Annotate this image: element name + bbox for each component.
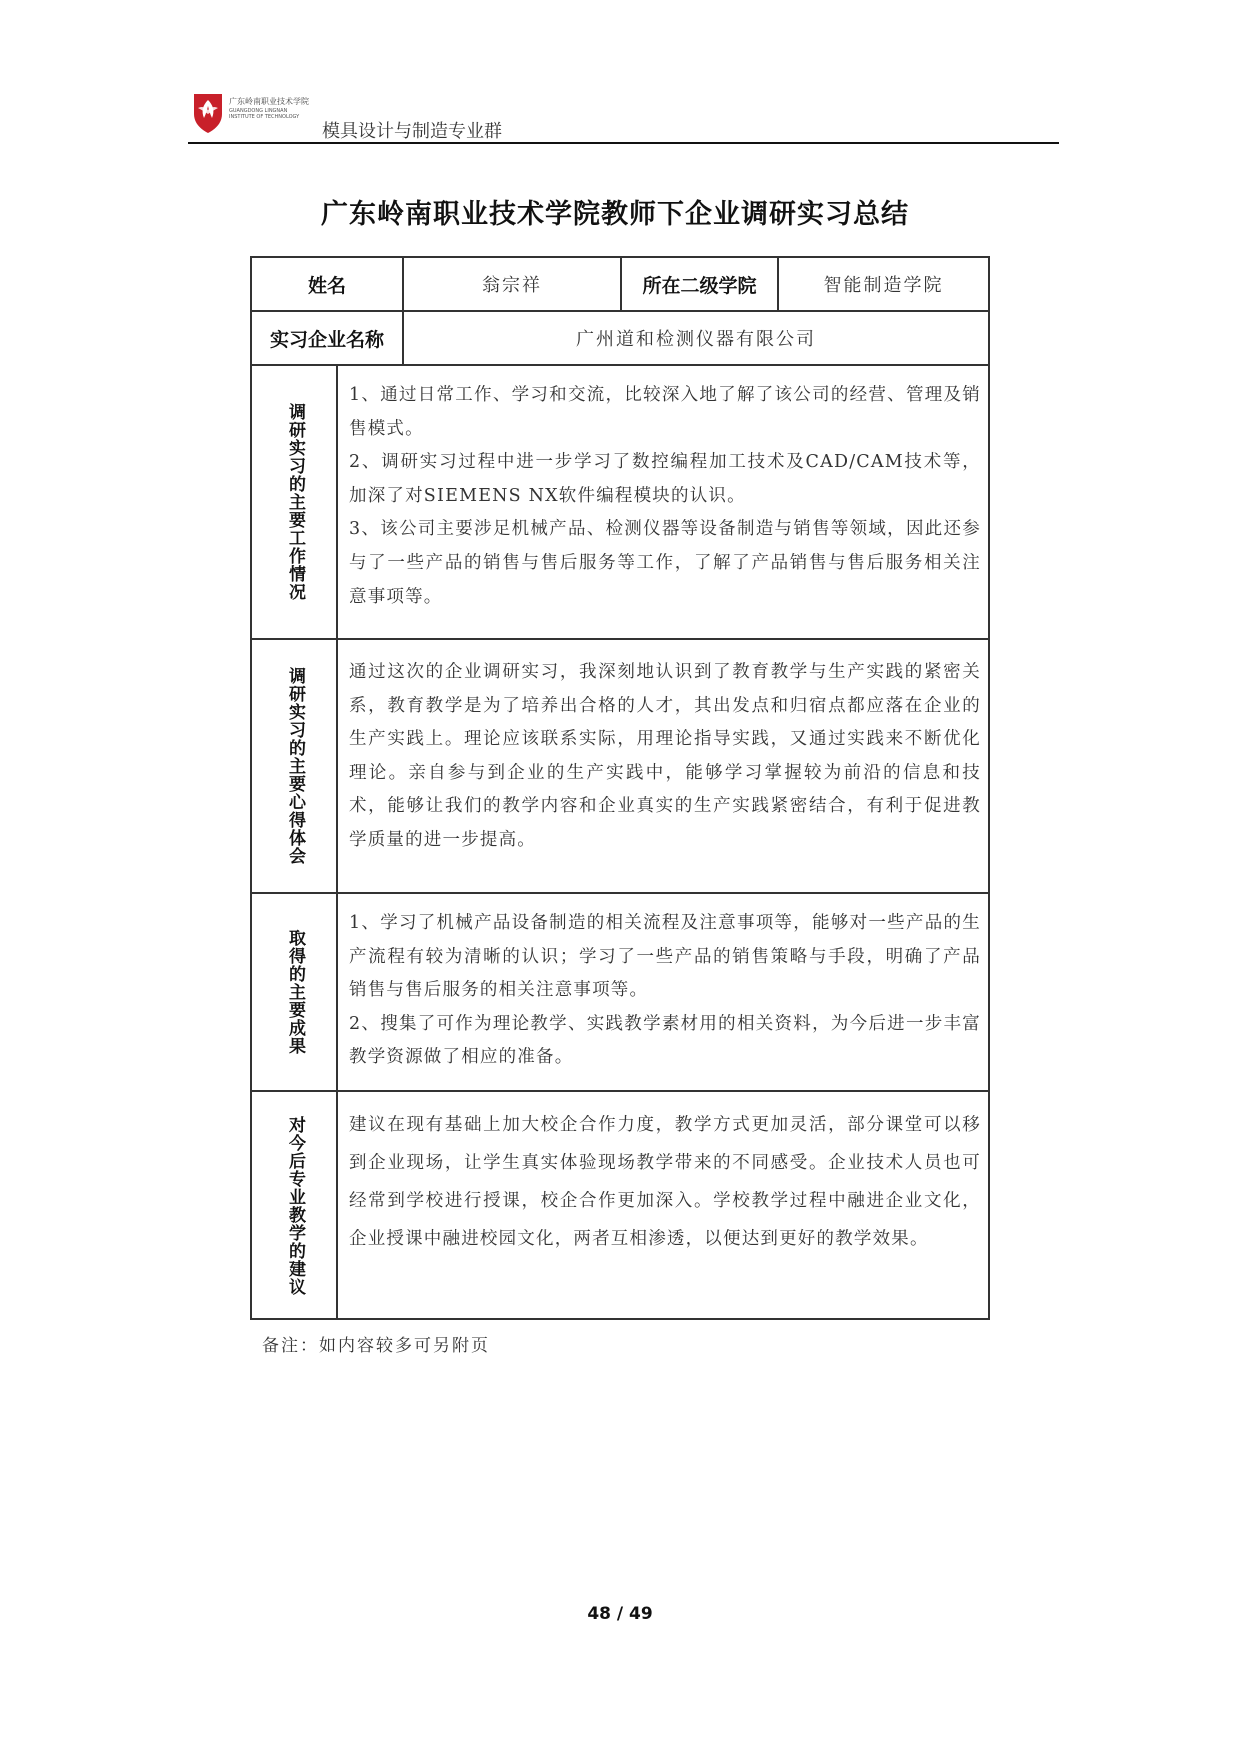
college-label: 所在二级学院	[642, 274, 757, 297]
page-title: 广东岭南职业技术学院教师下企业调研实习总结	[321, 199, 909, 230]
section-label-text: 对今后专业教学的建议	[285, 1116, 305, 1296]
row-divider	[252, 364, 988, 366]
paragraph: 1、通过日常工作、学习和交流，比较深入地了解了该公司的经营、管理及销售模式。	[349, 385, 981, 439]
paragraph: 1、学习了机械产品设备制造的相关流程及注意事项等，能够对一些产品的生产流程有较为清晰的认识；学习了一些产品的销售策略与手段，明确了产品销售与售后服务的相关注意事项等。	[349, 913, 981, 1001]
paragraph: 2、搜集了可作为理论教学、实践教学素材用的相关资料，为今后进一步丰富教学资源做了相应的准备。	[349, 1013, 981, 1068]
college-value: 智能制造学院	[823, 275, 944, 296]
paragraph: 建议在现有基础上加大校企合作力度，教学方式更加灵活，部分课堂可以移到企业现场，让学生真实体验现场教学带来的不同感受。企业技术人员也可经常到学校进行授课，校企合作更加深入。学校教学过程中融进企业文化，企业授课中融进校园文化，两者互相渗透，以便达到更好的教学效果。	[349, 1115, 981, 1249]
logo-org-name-en-line1: GUANGDONG LINGNAN	[229, 108, 288, 114]
summary-form-table	[250, 256, 990, 1320]
section-label-text: 取得的主要成果	[285, 929, 305, 1055]
company-value: 广州道和检测仪器有限公司	[576, 329, 816, 350]
footnote: 备注：如内容较多可另附页	[262, 1336, 490, 1356]
section-insights-content	[349, 656, 981, 858]
section-results-content	[349, 907, 981, 1075]
section-label-text: 调研实习的主要工作情况	[285, 403, 305, 601]
logo-org-name-en	[229, 108, 299, 120]
page-number: 48 / 49	[587, 1604, 653, 1624]
row-divider	[252, 638, 988, 640]
college-logo	[192, 92, 224, 134]
row-divider	[252, 892, 988, 894]
name-value: 翁宗祥	[482, 275, 542, 296]
section-work-content	[349, 379, 981, 614]
header-divider	[188, 142, 1059, 144]
section-work-label	[254, 366, 336, 638]
section-suggestions-content	[349, 1106, 981, 1258]
section-suggestions-label	[254, 1092, 336, 1320]
logo-org-name: 广东岭南职业技术学院	[229, 97, 309, 106]
paragraph: 2、调研实习过程中进一步学习了数控编程加工技术及CAD/CAM技术等，加深了对SIEMENS NX软件编程模块的认识。	[349, 452, 981, 506]
section-results-label	[254, 894, 336, 1090]
program-group-name: 模具设计与制造专业群	[322, 121, 502, 142]
row-divider	[252, 1090, 988, 1092]
column-divider	[336, 364, 338, 1320]
section-label-text: 调研实习的主要心得体会	[285, 667, 305, 865]
name-label: 姓名	[307, 274, 346, 297]
section-insights-label	[254, 640, 336, 892]
paragraph: 3、该公司主要涉足机械产品、检测仪器等设备制造与销售等领域，因此还参与了一些产品的销售与售后服务等工作，了解了产品销售与售后服务相关注意事项等。	[349, 519, 981, 607]
company-label: 实习企业名称	[269, 328, 384, 351]
logo-org-name-en-line2: INSTITUTE OF TECHNOLOGY	[229, 114, 300, 120]
paragraph: 通过这次的企业调研实习，我深刻地认识到了教育教学与生产实践的紧密关系，教育教学是为了培养出合格的人才，其出发点和归宿点都应落在企业的生产实践上。理论应该联系实际，用理论指导实践，又通过实践来不断优化理论。亲自参与到企业的生产实践中，能够学习掌握较为前沿的信息和技术，能够让我们的教学内容和企业真实的生产实践紧密结合，有利于促进教学质量的进一步提高。	[349, 662, 981, 850]
